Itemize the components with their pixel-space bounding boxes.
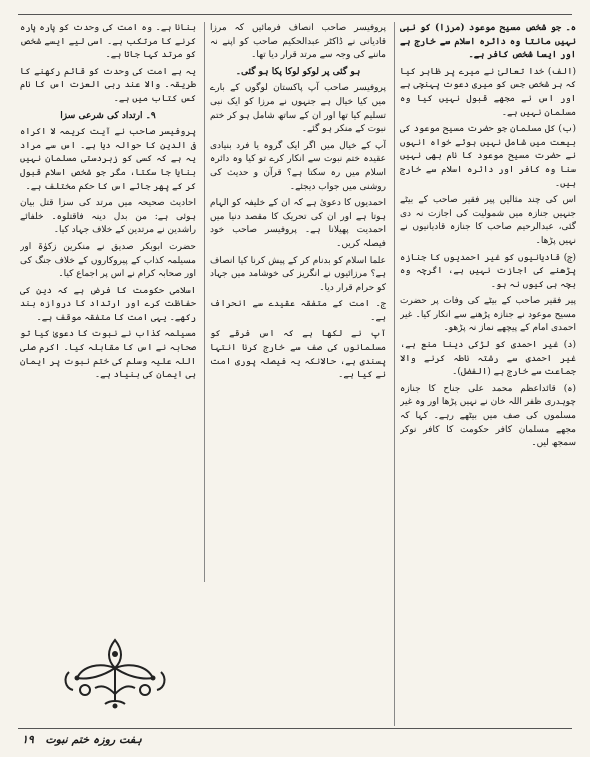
right-column xyxy=(400,22,576,726)
column-divider xyxy=(394,22,395,726)
paragraph: (الف) خدا تعالیٰ نے میرے پر ظاہر کیا کہ ہر شخص جس کو میری دعوت پہنچی ہے اور اس نے مجھے قبول نہیں کیا وہ مسلمان نہیں ہے۔ xyxy=(400,66,576,118)
paragraph: پروفیسر صاحب آپ پاکستان لوگوں کے بارے میں کیا خیال ہے جنہوں نے مرزا کو ایک نبی تسلیم کیا تھا اور ان کے ساتھ شامل ہو کر ختم نبوت کے منکر ہو گئے۔ xyxy=(210,83,386,135)
floral-ornament-icon xyxy=(55,632,175,712)
paragraph: (د) غیر احمدی کو لڑکی دینا منع ہے، غیر احمدی سے رشتہ ناطہ کرنے والا جماعت سے خارج ہے (الفضل)۔ xyxy=(400,340,576,378)
paragraph: علما اسلام کو بدنام کر کے پیش کرنا کیا انصاف ہے؟ مرزائیوں نے انگریز کی خوشامد میں جہاد کو حرام قرار دیا۔ xyxy=(210,255,386,293)
paragraph: ہ۔ جو شخص مسیح موعود (مرزا) کو نبی نہیں مانتا وہ دائرہ اسلام سے خارج ہے اور ایسا شخص کافر ہے۔ xyxy=(400,23,576,61)
paragraph: ج۔ امت کے متفقہ عقیدے سے انحراف ہے۔ xyxy=(210,299,386,323)
middle-column xyxy=(210,22,386,582)
paragraph: (ب) کل مسلمان جو حضرت مسیح موعود کی بیعت میں شامل نہیں ہوئے خواہ انہوں نے حضرت مسیح موعود کا نام بھی نہیں سنا وہ کافر اور دائرہ اسلام سے خارج ہیں۔ xyxy=(400,124,576,189)
paragraph: پروفیسر صاحب انصاف فرمائیں کہ مرزا قادیانی نے ڈاکٹر عبدالحکیم صاحب کو اپنے نہ ماننے کی وجہ سے مرتد قرار دیا تھا۔ xyxy=(210,23,386,61)
paragraph: اس کی چند مثالیں پیر فقیر صاحب کے بیٹے جنہیں جنازہ میں شمولیت کی اجازت نہ دی گئی، عبدالرحیم صاحب کا جنازہ قادیانیوں نے نہیں پڑھا۔ xyxy=(400,195,576,246)
paragraph: پیر فقیر صاحب کے بیٹے کی وفات پر حضرت مسیح موعود نے جنازہ پڑھنے سے انکار کیا۔ غیر احمدی امام کے پیچھے نماز نہ پڑھو۔ xyxy=(400,296,576,334)
column-divider xyxy=(204,22,205,582)
paragraph: احادیث صحیحہ میں مرتد کی سزا قتل بیان ہوئی ہے: من بدل دینہ فاقتلوہ۔ خلفائے راشدین نے مرتدین کے خلاف جہاد کیا۔ xyxy=(20,198,196,236)
paragraph: آپ نے لکھا ہے کہ اس فرقے کو مسلمانوں کی صف سے خارج کرنا انتہا پسندی ہے، حالانکہ یہ فیصلہ پوری امت نے کیا ہے۔ xyxy=(210,329,386,381)
section-heading: ۹۔ ارتداد کی شرعی سزا xyxy=(60,110,156,121)
publication-name: ہفت روزہ ختم نبوت xyxy=(45,733,142,746)
paragraph: اسلامی حکومت کا فرض ہے کہ دین کی حفاظت کرے اور ارتداد کا دروازہ بند رکھے۔ یہی امت کا متفقہ موقف ہے۔ xyxy=(20,285,196,323)
bottom-rule xyxy=(18,728,572,729)
page-number: ۱۹ xyxy=(22,733,34,746)
paragraph: (ہ) قائداعظم محمد علی جناح کا جنازہ چوہدری ظفر اللہ خان نے نہیں پڑھا اور وہ غیر مسلموں کی صف میں بیٹھے رہے۔ کہا کہ مجھے مسلمان کافر حکومت کا کافر نوکر سمجھ لیں۔ xyxy=(400,383,576,449)
paragraph: احمدیوں کا دعویٰ ہے کہ ان کے خلیفہ کو الہام ہوتا ہے اور ان کی تحریک کا مقصد دنیا میں احمدیت پھیلانا ہے۔ پروفیسر صاحب خود فیصلہ کریں۔ xyxy=(210,198,386,249)
paragraph: پروفیسر صاحب نے آیت کریمہ لا اکراہ فی الدین کا حوالہ دیا ہے۔ اس سے مراد یہ ہے کہ کسی کو زبردستی مسلمان نہیں بنایا جا سکتا، مگر جو شخص اسلام قبول کر کے پھر جائے اس کا حکم مختلف ہے۔ xyxy=(20,127,196,192)
section-heading: ہو گئی پر لوکو لوکا پکا ہو گئی۔ xyxy=(235,66,361,77)
page-footer xyxy=(22,733,142,746)
paragraph: بنانا ہے۔ وہ امت کی وحدت کو پارہ پارہ کرنے کا مرتکب ہے۔ اسی لیے ایسے شخص کو مرتد کہا جاتا ہے۔ xyxy=(20,23,196,61)
paragraph: حضرت ابوبکر صدیق نے منکرین زکوٰۃ اور مسیلمہ کذاب کے پیروکاروں کے خلاف جنگ کی اور صحابہ کرام نے اس پر اجماع کیا۔ xyxy=(20,241,196,280)
paragraph: آپ کے خیال میں اگر ایک گروہ یا فرد بنیادی عقیدہ ختم نبوت سے انکار کرے تو کیا وہ دائرہ اسلام میں رہ سکتا ہے؟ قرآن و حدیث کی روشنی میں جواب دیجئے۔ xyxy=(210,140,386,192)
paragraph: یہ ہے امت کی وحدت کو قائم رکھنے کا طریقہ۔ والا عند ربی العزت اس کا نام کس کتاب میں ہے۔ xyxy=(20,66,196,104)
top-rule xyxy=(18,14,572,15)
left-column xyxy=(20,22,196,562)
paragraph: (ج) قادیانیوں کو غیر احمدیوں کا جنازہ پڑھنے کی اجازت نہیں ہے، اگرچہ وہ بچہ ہی کیوں نہ ہو۔ xyxy=(400,252,576,290)
paragraph: مسیلمہ کذاب نے نبوت کا دعویٰ کیا تو صحابہ نے اس کا مقابلہ کیا۔ اکرم صلی اللہ علیہ وسلم کی ختم نبوت پر ایمان ہی ایمان کی بنیاد ہے۔ xyxy=(20,329,196,381)
